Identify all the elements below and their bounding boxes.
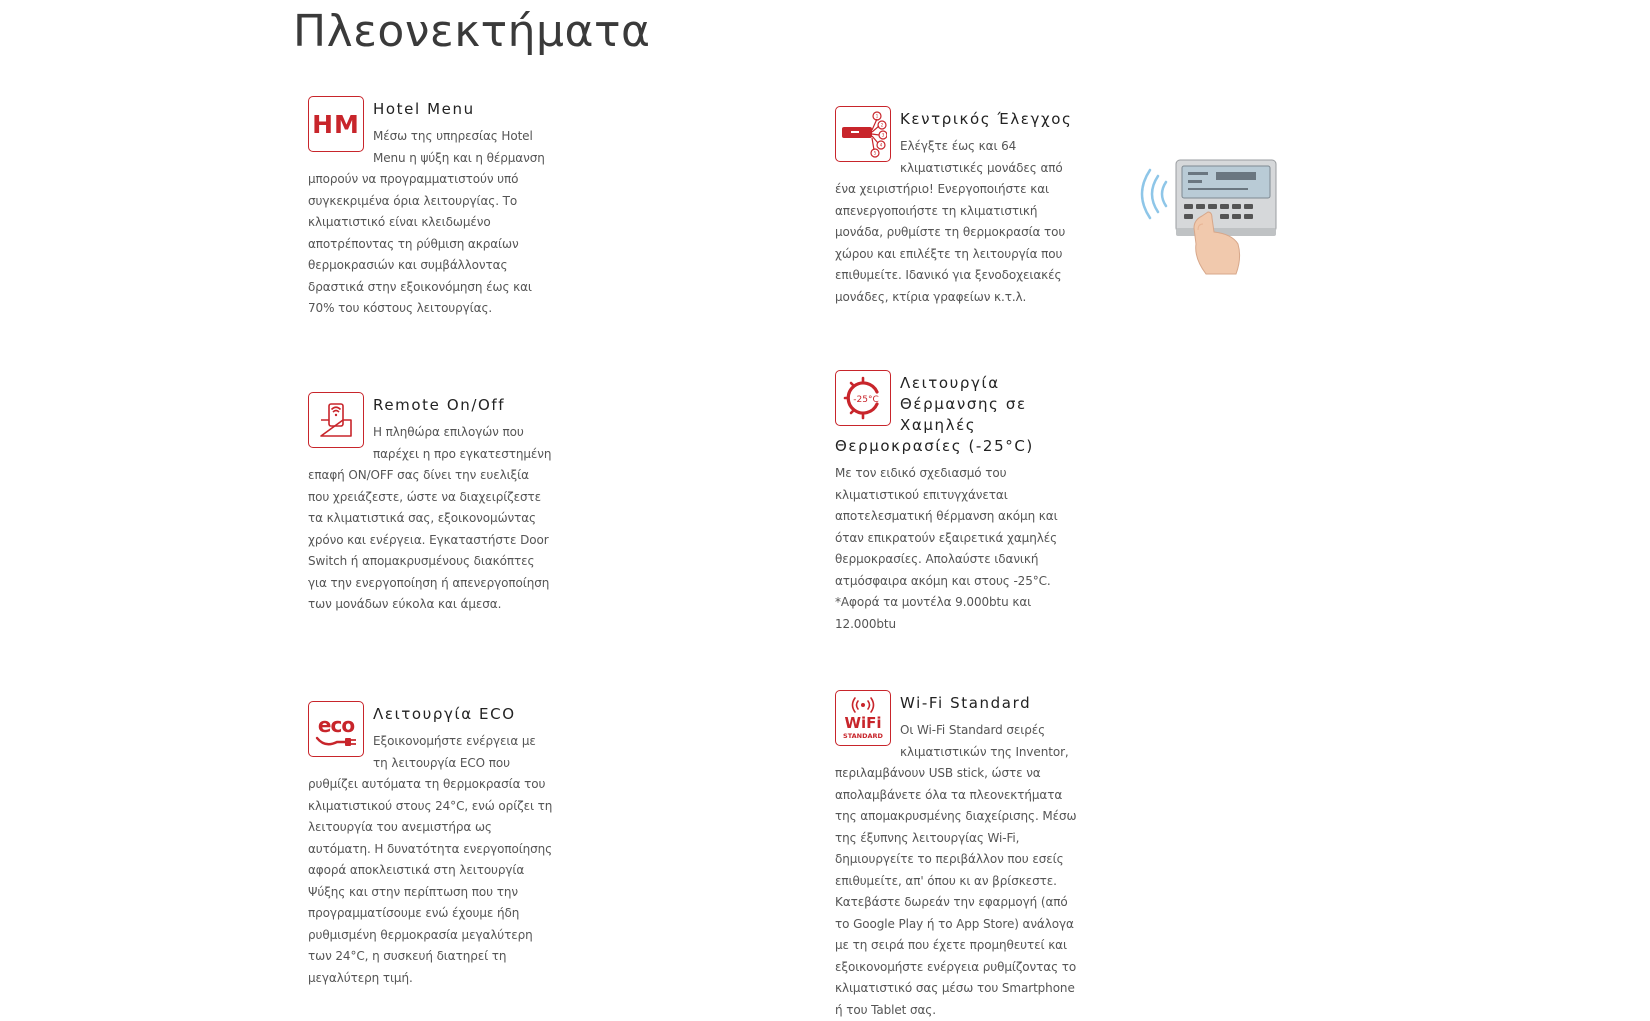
low-temp-heating-icon [835,370,891,426]
svg-text:eco: eco [317,713,355,737]
feature-title: Κεντρικός Έλεγχος [900,110,1073,128]
svg-text:-25°C: -25°C [853,395,879,405]
svg-text:3: 3 [881,132,885,138]
hm-icon: HM [308,96,364,152]
feature-description: Οι Wi-Fi Standard σειρές κλιματιστικών της Inventor, περιλαμβάνουν USB stick, ώστε να απολαμβάνετε όλα τα πλεονεκτήματα της απομακρυσμένης διαχείρισης. Μέσω της έξυπνης λειτουργίας Wi-Fi, δημιουργείτε το περιβάλλον που εσείς επιθυμείτε, απ' όπου κι αν βρίσκεστε. Κατεβάστε δωρεάν την εφαρμογή (από το Google Play ή το App Store) ανάλογα με τη σειρά που έχετε προμηθευτεί και εξοικονομήστε ενέργεια ρυθμίζοντας το κλιματιστικό σας μέσω του Smartphone ή του Tablet σας. [835,723,1077,1017]
feature-title: Λειτουργία Θέρμανσης σε Χαμηλές Θερμοκρασίες (-25°C) [835,374,1034,455]
wifi-standard-icon [835,690,891,746]
feature-title: Remote On/Off [373,396,506,414]
feature-description: Η πληθώρα επιλογών που παρέχει η προ εγκατεστημένη επαφή ON/OFF σας δίνει την ευελιξία που χρειάζεστε, ώστε να διαχειρίζεστε τα κλιματιστικά σας, εξοικονομώντας χρόνο και ενέργεια. Εγκαταστήστε Door Switch ή απομακρυσμένους διακόπτες για την ενεργοποίηση ή απενεργοποίηση των μονάδων εύκολα και άμεσα. [308,425,552,611]
feature-title: Λειτουργία ECO [373,705,516,723]
feature-eco [308,701,553,989]
feature-central-control [835,106,1080,308]
feature-title: Wi-Fi Standard [900,694,1032,712]
page-title: Πλεονεκτήματα [293,6,651,57]
svg-text:STANDARD: STANDARD [843,732,883,740]
svg-text:4: 4 [879,142,883,148]
feature-hotel-menu [308,96,553,320]
central-control-icon [835,106,891,162]
feature-title: Hotel Menu [373,100,475,118]
feature-description: Με τον ειδικό σχεδιασμό του κλιματιστικού επιτυγχάνεται αποτελεσματική θέρμανση ακόμη και όταν επικρατούν εξαιρετικά χαμηλές θερμοκρασίες. Απολαύστε ιδανική ατμόσφαιρα ακόμη και στους -25°C. *Αφορά τα μοντέλα 9.000btu και 12.000btu [835,466,1058,631]
central-remote-control-illustration [1136,158,1286,276]
feature-description: Ελέγξτε έως και 64 κλιματιστικές μονάδες από ένα χειριστήριο! Ενεργοποιήστε και απενεργοποιήστε τη κλιματιστική μονάδα, ρυθμίστε τη θερμοκρασία του χώρου και επιλέξτε τη λειτουργία που επιθυμείτε. Ιδανικό για ξενοδοχειακές μονάδες, κτίρια γραφείων κ.τ.λ. [835,139,1066,304]
remote-switch-icon [308,392,364,448]
feature-description: Μέσω της υπηρεσίας Hotel Menu η ψύξη και η θέρμανση μπορούν να προγραμματιστούν υπό συγκεκριμένα όρια λειτουργίας. Το κλιματιστικό είναι κλειδωμένο αποτρέποντας τη ρύθμιση ακραίων θερμοκρασιών και συμβάλλοντας δραστικά στην εξοικονόμηση έως και 70% του κόστους λειτουργίας. [308,129,545,315]
feature-low-temp-heating [835,370,1080,635]
feature-remote-onoff [308,392,553,616]
feature-wifi [835,690,1080,1021]
svg-text:WiFi: WiFi [844,714,882,732]
svg-text:2: 2 [880,122,884,128]
svg-text:1: 1 [875,113,879,119]
feature-description: Εξοικονομήστε ενέργεια με τη λειτουργία ECO που ρυθμίζει αυτόματα τη θερμοκρασία του κλιματιστικού στους 24°C, ενώ ορίζει τη λειτουργία του ανεμιστήρα ως αυτόματη. Η δυνατότητα ενεργοποίησης αφορά αποκλειστικά στη λειτουργία Ψύξης και στην περίπτωση που την προγραμματίσουμε ενώ έχουμε ήδη ρυθμισμένη θερμοκρασία μεγαλύτερη των 24°C, η συσκευή διατηρεί τη μεγαλύτερη τιμή. [308,734,553,985]
eco-icon [308,701,364,757]
svg-text:5: 5 [873,150,877,156]
